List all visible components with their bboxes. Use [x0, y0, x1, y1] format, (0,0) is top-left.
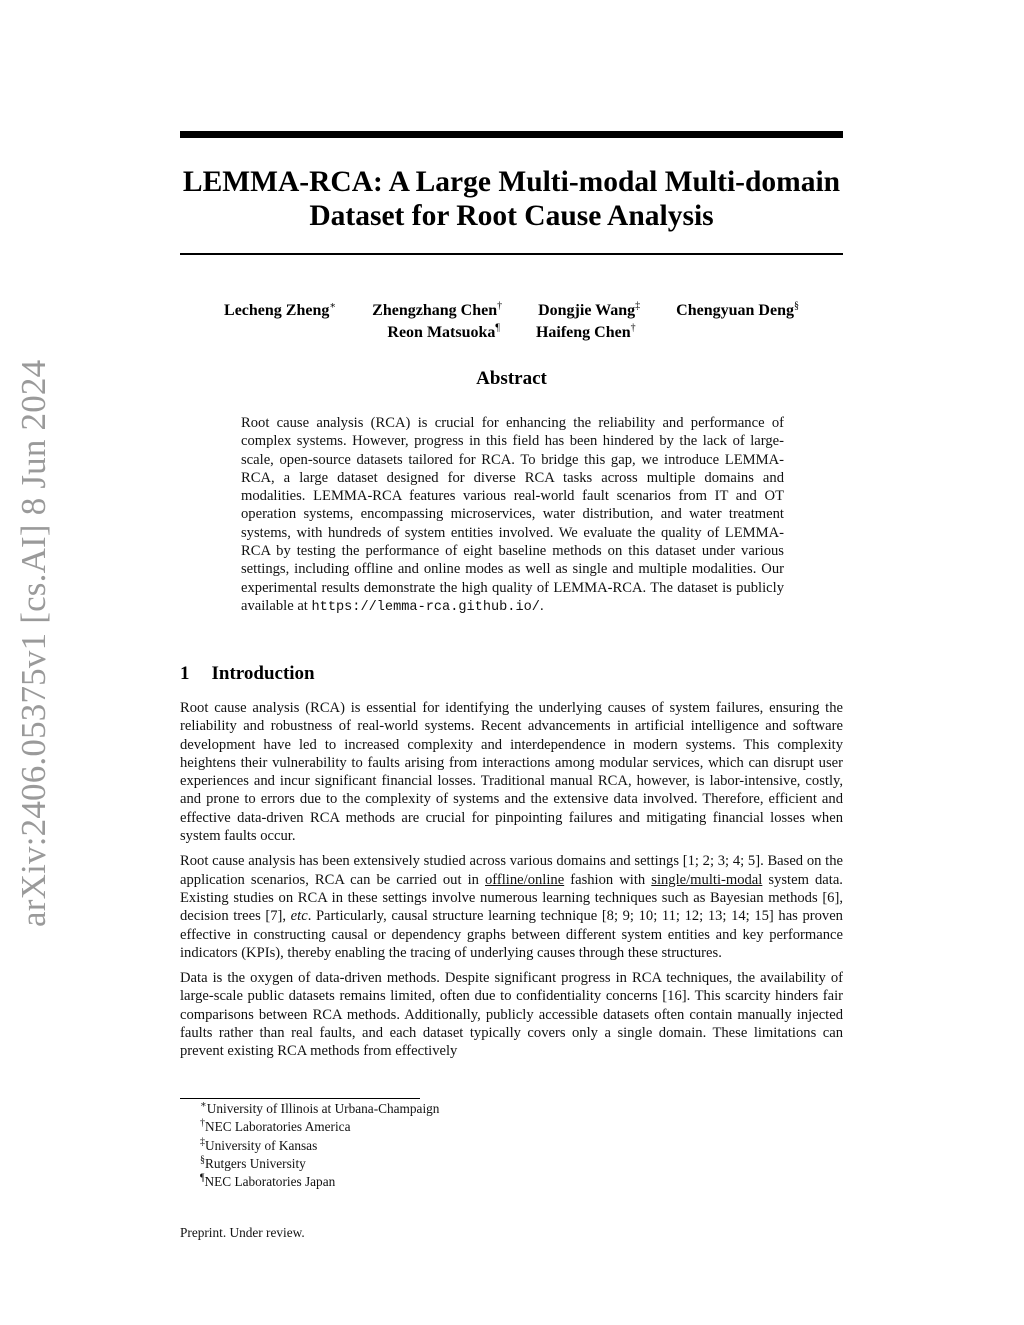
author: Haifeng Chen† — [535, 322, 636, 341]
intro-paragraph-2: Root cause analysis has been extensively studied across various domains and settings [1; 2; 3; 4; 5]. Based on the application scenarios, RCA can be carried out in offline/online fashion with single/multi-modal system data. Existing studies on RCA in these settings involve numerous learning techniques such as Bayesian methods [6], decision trees [7], etc. Particularly, causal structure learning technique [8; 9; 10; 11; 12; 13; 14; 15] has proven effective in constructing causal or dependency graphs between different system entities and key performance indicators (KPIs), thereby enabling the tracing of underlying causes through these structures. — [180, 853, 843, 961]
paper-title — [180, 165, 843, 233]
offline-online-term: offline/online — [485, 871, 565, 888]
section-heading-introduction — [180, 662, 843, 686]
author-list — [180, 300, 843, 344]
intro-paragraph-1: Root cause analysis (RCA) is essential for identifying the underlying causes of system failures, ensuring the reliability and robustness of real-world systems. Recent advancements in artificial intelligence and software development have led to increased complexity and interdependence in modern systems. This complexity heightens their vulnerability to faults arising from interactions among modular services, which can disrupt user experiences and incur significant financial losses. Traditional manual RCA, however, is labor-intensive, costly, and prone to errors due to the complexity of systems and the extensive data involved. Therefore, efficient and effective data-driven RCA methods are crucial for pinpointing failures and mitigating financial losses when system faults occur. — [180, 700, 843, 845]
arxiv-stamp: arXiv:2406.05375v1 [cs.AI] 8 Jun 2024 — [14, 359, 53, 927]
section-title: Introduction — [211, 663, 315, 684]
title-line-1: LEMMA-RCA: A Large Multi-modal Multi-domain — [182, 166, 841, 198]
author: Zhengzhang Chen† — [372, 300, 503, 319]
footnote-item: §Rutgers University — [200, 1154, 306, 1171]
abstract-heading: Abstract — [476, 368, 547, 389]
author-row-2 — [180, 322, 843, 344]
introduction-body — [180, 699, 843, 1068]
abstract-body: Root cause analysis (RCA) is crucial for enhancing the reliability and performance of complex systems. However, progress in this field has been hindered by the lack of large-scale, open-source datasets tailored for RCA. To bridge this gap, we introduce LEMMA-RCA, a large dataset designed for diverse RCA tasks across multiple domains and modalities. LEMMA-RCA features various real-world fault scenarios from IT and OT operation systems, encompassing microservices, water distribution, and water treatment systems, with hundreds of system entities involved. We evaluate the quality of LEMMA-RCA by testing the performance of eight baseline methods on this dataset under various settings, including offline and online modes as well as single and multiple modalities. Our experimental results demonstrate the high quality of LEMMA-RCA. The dataset is publicly available at https://lemma-rca.github.io/. — [241, 415, 784, 615]
author: Reon Matsuoka¶ — [387, 322, 500, 341]
footnote-rule — [180, 1098, 420, 1099]
single-multi-modal-term: single/multi-modal — [651, 871, 763, 888]
preprint-footer: Preprint. Under review. — [180, 1225, 305, 1240]
intro-paragraph-3: Data is the oxygen of data-driven methods. Despite significant progress in RCA techniques, the availability of large-scale public datasets remains limited, often due to confidentiality concerns [16]. This scarcity hinders fair comparisons between RCA methods. Additionally, publicly accessible datasets often contain manually injected faults rather than real faults, and each dataset typically covers only a single domain. These limitations can prevent existing RCA methods from effectively — [180, 970, 843, 1060]
footnotes — [200, 1100, 840, 1191]
dataset-url-link[interactable]: https://lemma-rca.github.io/ — [311, 599, 540, 615]
abstract-text: Root cause analysis (RCA) is crucial for enhancing the reliability and performance of complex systems. However, progress in this field has been hindered by the lack of large-scale, open-source datasets tailored for RCA. To bridge this gap, we introduce LEMMA-RCA, a large dataset designed for diverse RCA tasks across multiple domains and modalities. LEMMA-RCA features various real-world fault scenarios from IT and OT operation systems, encompassing microservices, water distribution, and water treatment systems, with hundreds of system entities involved. We evaluate the quality of LEMMA-RCA by testing the performance of eight baseline methods on this dataset under various settings, including offline and online modes as well as single and multiple modalities. Our experimental results demonstrate the high quality of LEMMA-RCA. The dataset is publicly available at — [241, 415, 784, 614]
title-line-2: Dataset for Root Cause Analysis — [309, 200, 714, 232]
section-number: 1 — [180, 663, 190, 684]
title-top-rule — [180, 131, 843, 138]
author-row-1 — [180, 300, 843, 322]
author: Lecheng Zheng∗ — [224, 300, 337, 319]
footnote-item: †NEC Laboratories America — [200, 1117, 351, 1135]
footnote-item: ¶NEC Laboratories Japan — [200, 1172, 336, 1190]
author: Chengyuan Deng§ — [676, 300, 799, 319]
title-bottom-rule — [180, 253, 843, 255]
footnote-item: ∗University of Illinois at Urbana-Champaign — [200, 1099, 440, 1116]
author: Dongjie Wang‡ — [538, 300, 641, 319]
footnote-item: ‡University of Kansas — [200, 1136, 318, 1153]
